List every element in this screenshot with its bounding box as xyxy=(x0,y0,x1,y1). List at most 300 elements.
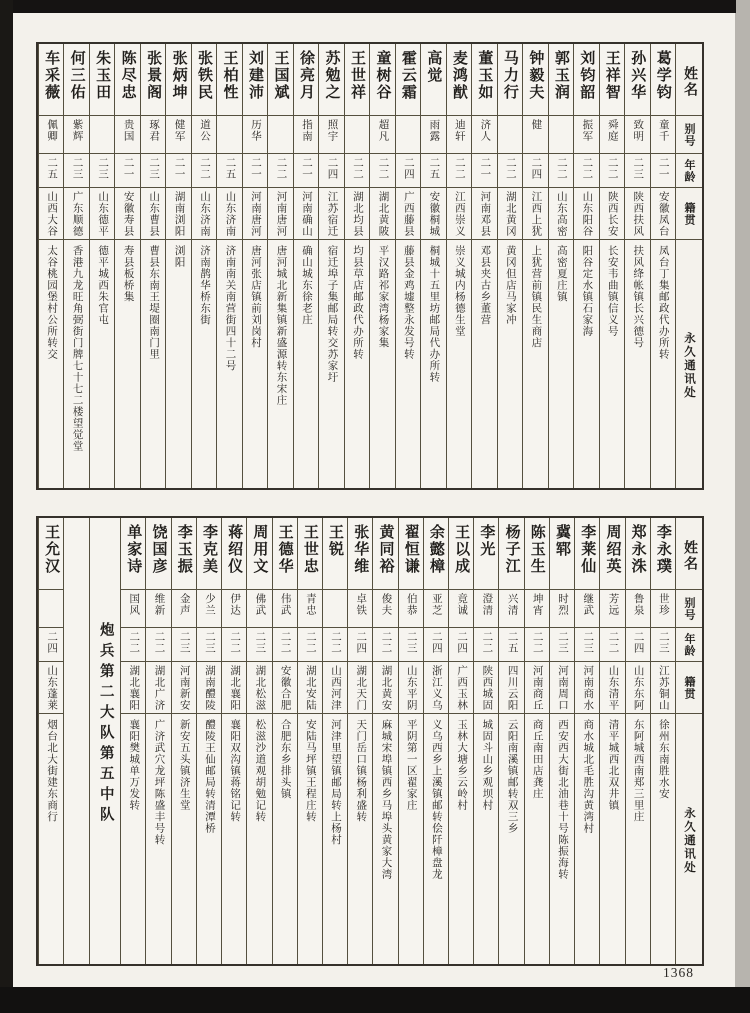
person-column xyxy=(38,44,63,488)
person-column xyxy=(297,518,322,964)
person-alias xyxy=(549,116,573,154)
person-name: 徐亮月 xyxy=(294,44,318,116)
person-age: 二一 xyxy=(115,154,139,188)
person-column xyxy=(242,44,267,488)
person-address: 义乌西乡上溪镇邮转侩阡樟盘龙 xyxy=(430,719,442,880)
person-name: 苏勉之 xyxy=(319,44,343,116)
header-origin-label: 籍贯 xyxy=(676,188,702,240)
person-column xyxy=(420,44,445,488)
person-address: 凤台丁集邮政代办所转 xyxy=(657,245,669,360)
person-alias xyxy=(323,590,347,628)
header-alias-label: 别号 xyxy=(676,590,702,628)
person-origin: 湖北安陆 xyxy=(298,662,322,714)
person-alias: 国风 xyxy=(121,590,145,628)
person-column xyxy=(574,518,599,964)
person-name: 霍云霜 xyxy=(396,44,420,116)
person-name: 李光 xyxy=(474,518,498,590)
person-column xyxy=(347,518,372,964)
person-address: 济南南关南营街四十二号 xyxy=(224,245,236,372)
person-address: 香港九龙旺角弼街门牌七十七二楼望觉堂 xyxy=(71,245,83,452)
person-address: 邓县夹古乡董营 xyxy=(479,245,491,326)
person-origin: 陕西城固 xyxy=(474,662,498,714)
person-origin: 山东阳谷 xyxy=(574,188,598,240)
header-name-label: 姓名 xyxy=(676,518,702,590)
person-address: 天门岳口镇杨利盛转 xyxy=(355,719,367,823)
person-origin: 广东顺德 xyxy=(64,188,88,240)
person-column xyxy=(344,44,369,488)
person-age: 二四 xyxy=(348,628,372,662)
person-name: 周绍英 xyxy=(600,518,624,590)
scan-artifact-left-bar xyxy=(0,0,13,1013)
person-name: 刘建沛 xyxy=(243,44,267,116)
person-origin: 河南新安 xyxy=(172,662,196,714)
person-alias: 澄清 xyxy=(474,590,498,628)
person-origin: 湖南醴陵 xyxy=(197,662,221,714)
person-alias: 健军 xyxy=(166,116,190,154)
person-alias: 继武 xyxy=(575,590,599,628)
person-age: 二四 xyxy=(319,154,343,188)
person-name: 车采薇 xyxy=(39,44,63,116)
person-column xyxy=(196,518,221,964)
person-name: 李莱仙 xyxy=(575,518,599,590)
person-name: 余懿樟 xyxy=(424,518,448,590)
person-age: 二一 xyxy=(243,154,267,188)
person-alias: 竟诚 xyxy=(449,590,473,628)
person-age: 二二 xyxy=(323,628,347,662)
person-name: 高觉 xyxy=(421,44,445,116)
person-address: 安陆马坪镇王程庄转 xyxy=(304,719,316,823)
person-column xyxy=(145,518,170,964)
person-column xyxy=(272,518,297,964)
person-origin: 江苏铜山 xyxy=(651,662,675,714)
person-alias xyxy=(217,116,241,154)
person-address: 云阳南溪镇邮转双三乡 xyxy=(506,719,518,834)
person-name: 李永璞 xyxy=(651,518,675,590)
person-alias: 指南 xyxy=(294,116,318,154)
person-age: 二四 xyxy=(424,628,448,662)
person-alias: 维新 xyxy=(146,590,170,628)
person-alias: 俊夫 xyxy=(373,590,397,628)
person-column xyxy=(293,44,318,488)
person-column xyxy=(599,44,624,488)
person-address: 扶风绛帐镇长兴德号 xyxy=(632,245,644,349)
person-name: 李克美 xyxy=(197,518,221,590)
person-age: 二四 xyxy=(449,628,473,662)
person-alias: 坤宵 xyxy=(525,590,549,628)
person-origin: 山东平阴 xyxy=(399,662,423,714)
person-name: 童树谷 xyxy=(370,44,394,116)
person-column xyxy=(395,44,420,488)
person-alias: 兴清 xyxy=(499,590,523,628)
person-name: 张华维 xyxy=(348,518,372,590)
person-age: 二四 xyxy=(523,154,547,188)
person-name: 单家诗 xyxy=(121,518,145,590)
person-origin: 山西大谷 xyxy=(39,188,63,240)
person-alias: 迪轩 xyxy=(447,116,471,154)
person-age: 二二 xyxy=(574,154,598,188)
person-alias xyxy=(396,116,420,154)
person-age: 二三 xyxy=(550,628,574,662)
person-address: 襄阳樊城单万发转 xyxy=(128,719,140,811)
person-origin: 湖北黄陂 xyxy=(370,188,394,240)
person-age: 二二 xyxy=(222,628,246,662)
person-column xyxy=(63,44,88,488)
person-column xyxy=(216,44,241,488)
person-name: 郑永洙 xyxy=(626,518,650,590)
person-origin: 河南商水 xyxy=(575,662,599,714)
person-origin: 广西藤县 xyxy=(396,188,420,240)
person-alias: 伯恭 xyxy=(399,590,423,628)
person-name: 王允汉 xyxy=(39,518,63,590)
person-name: 陈玉生 xyxy=(525,518,549,590)
person-column xyxy=(140,44,165,488)
person-name: 杨子江 xyxy=(499,518,523,590)
person-address: 城固斗山乡观坝村 xyxy=(481,719,493,811)
person-age: 二二 xyxy=(549,154,573,188)
person-alias: 历华 xyxy=(243,116,267,154)
scan-artifact-top-bar xyxy=(0,0,736,13)
person-age: 二三 xyxy=(90,154,114,188)
person-address: 浏阳 xyxy=(173,245,185,268)
person-alias: 健 xyxy=(523,116,547,154)
person-address: 曹县东南王堤圈南门里 xyxy=(148,245,160,360)
unit-label-column xyxy=(89,518,120,964)
person-origin: 安徽凤台 xyxy=(651,188,675,240)
person-column xyxy=(524,518,549,964)
person-name: 陈尽忠 xyxy=(115,44,139,116)
person-age: 二四 xyxy=(626,628,650,662)
person-origin: 湖北天门 xyxy=(348,662,372,714)
person-origin: 陕西扶风 xyxy=(625,188,649,240)
header-alias-label: 别号 xyxy=(676,116,702,154)
person-column xyxy=(573,44,598,488)
person-name: 郭玉润 xyxy=(549,44,573,116)
person-alias: 贵国 xyxy=(115,116,139,154)
person-age: 二一 xyxy=(472,154,496,188)
person-age: 二四 xyxy=(396,154,420,188)
person-column xyxy=(246,518,271,964)
person-name: 董玉如 xyxy=(472,44,496,116)
header-column xyxy=(675,518,702,964)
person-name: 王德华 xyxy=(273,518,297,590)
person-column xyxy=(318,44,343,488)
person-age: 二三 xyxy=(64,154,88,188)
person-column xyxy=(372,518,397,964)
person-alias: 时烈 xyxy=(550,590,574,628)
person-address: 广济武穴龙坪陈盛丰号转 xyxy=(153,719,165,846)
person-age: 二一 xyxy=(294,154,318,188)
person-alias: 金声 xyxy=(172,590,196,628)
person-alias: 青忠 xyxy=(298,590,322,628)
person-name: 马力行 xyxy=(498,44,522,116)
person-address: 新安五头镇济生堂 xyxy=(178,719,190,811)
person-column xyxy=(398,518,423,964)
person-origin: 山东清平 xyxy=(600,662,624,714)
person-origin: 山东东阿 xyxy=(626,662,650,714)
person-age: 二二 xyxy=(298,628,322,662)
person-origin: 河南邓县 xyxy=(472,188,496,240)
person-age: 二五 xyxy=(39,154,63,188)
person-column xyxy=(114,44,139,488)
page-edge-right xyxy=(735,0,750,990)
person-age: 二二 xyxy=(146,628,170,662)
person-origin: 陕西长安 xyxy=(600,188,624,240)
person-origin: 湖北均县 xyxy=(345,188,369,240)
person-address: 均县草店邮政代办所转 xyxy=(351,245,363,360)
person-address: 西安西大街北油巷十号陈振海转 xyxy=(557,719,569,880)
person-alias: 雨露 xyxy=(421,116,445,154)
person-age: 二二 xyxy=(474,628,498,662)
person-origin: 河南确山 xyxy=(294,188,318,240)
person-age: 二二 xyxy=(273,628,297,662)
person-address: 长安韦曲镇信义号 xyxy=(606,245,618,337)
person-origin: 河南唐河 xyxy=(268,188,292,240)
person-column xyxy=(549,518,574,964)
person-address: 襄阳双沟镇蒋铭记转 xyxy=(229,719,241,823)
person-origin: 四川云阳 xyxy=(499,662,523,714)
person-name: 蒋绍仪 xyxy=(222,518,246,590)
person-alias: 童千 xyxy=(651,116,675,154)
person-age: 二三 xyxy=(625,154,649,188)
person-alias xyxy=(268,116,292,154)
person-address: 藤县金鸡墟整永发号转 xyxy=(402,245,414,360)
person-origin: 湖南浏阳 xyxy=(166,188,190,240)
person-column xyxy=(120,518,145,964)
person-alias: 舜庭 xyxy=(600,116,624,154)
person-origin: 山东曹县 xyxy=(141,188,165,240)
person-alias: 芳远 xyxy=(600,590,624,628)
person-alias: 卓铁 xyxy=(348,590,372,628)
person-address: 德平城西朱官屯 xyxy=(97,245,109,326)
person-column xyxy=(650,44,675,488)
person-column xyxy=(471,44,496,488)
person-alias: 济人 xyxy=(472,116,496,154)
person-origin: 湖北襄阳 xyxy=(121,662,145,714)
person-address: 唐河张店镇前刘岗村 xyxy=(250,245,262,349)
person-origin: 江苏宿迁 xyxy=(319,188,343,240)
person-column xyxy=(171,518,196,964)
header-age-label: 年龄 xyxy=(676,154,702,188)
person-column xyxy=(624,44,649,488)
person-origin: 山东高密 xyxy=(549,188,573,240)
person-column xyxy=(650,518,675,964)
person-origin: 江西崇义 xyxy=(447,188,471,240)
person-age: 二三 xyxy=(197,628,221,662)
person-address: 商丘南田店龚庄 xyxy=(531,719,543,800)
person-origin: 山东蓬莱 xyxy=(39,662,63,714)
person-name: 王以成 xyxy=(449,518,473,590)
person-age: 二三 xyxy=(172,628,196,662)
roster-table-bottom xyxy=(36,516,704,966)
page-number: 1368 xyxy=(663,965,694,980)
person-alias: 道公 xyxy=(192,116,216,154)
person-name: 麦鸿猷 xyxy=(447,44,471,116)
person-alias: 少兰 xyxy=(197,590,221,628)
person-alias: 琢君 xyxy=(141,116,165,154)
person-name: 张炳坤 xyxy=(166,44,190,116)
roster-table-top xyxy=(36,42,704,490)
person-address: 太谷桃园堡村公所转交 xyxy=(46,245,58,360)
person-age: 二五 xyxy=(499,628,523,662)
blank-column xyxy=(63,518,89,964)
person-address: 松滋沙道观胡勉记转 xyxy=(254,719,266,823)
person-origin: 湖北黄冈 xyxy=(498,188,522,240)
person-column xyxy=(473,518,498,964)
person-age: 二二 xyxy=(121,628,145,662)
unit-label: 炮兵第二大队第五中队 xyxy=(97,622,114,827)
person-column xyxy=(522,44,547,488)
person-column xyxy=(165,44,190,488)
person-name: 刘钧韶 xyxy=(574,44,598,116)
person-alias: 伊达 xyxy=(222,590,246,628)
person-address: 清平城西北双井镇 xyxy=(607,719,619,811)
person-age: 二一 xyxy=(166,154,190,188)
person-address: 合肥东乡排头镇 xyxy=(279,719,291,800)
person-alias: 世珍 xyxy=(651,590,675,628)
person-column xyxy=(497,44,522,488)
person-origin: 河南周口 xyxy=(550,662,574,714)
person-name: 何三佑 xyxy=(64,44,88,116)
person-address: 平阴第一区翟家庄 xyxy=(405,719,417,811)
person-age: 二二 xyxy=(525,628,549,662)
person-age: 二五 xyxy=(217,154,241,188)
person-column xyxy=(599,518,624,964)
person-column xyxy=(267,44,292,488)
person-origin: 安徽寿县 xyxy=(115,188,139,240)
person-name: 钟毅夫 xyxy=(523,44,547,116)
person-origin: 浙江义乌 xyxy=(424,662,448,714)
person-origin: 山东济南 xyxy=(192,188,216,240)
person-column xyxy=(423,518,448,964)
header-age-label: 年龄 xyxy=(676,628,702,662)
person-address: 确山城东徐老庄 xyxy=(300,245,312,326)
header-column xyxy=(675,44,702,488)
person-column xyxy=(191,44,216,488)
scan-artifact-bottom-bar xyxy=(0,987,750,1013)
person-origin: 湖北襄阳 xyxy=(222,662,246,714)
person-age: 二一 xyxy=(651,154,675,188)
person-column xyxy=(369,44,394,488)
person-origin: 河南唐河 xyxy=(243,188,267,240)
person-address: 崇义城内杨德生堂 xyxy=(453,245,465,337)
person-column xyxy=(448,518,473,964)
person-address: 宿迁埠子集邮局转交苏家圩 xyxy=(326,245,338,383)
person-alias: 伟武 xyxy=(273,590,297,628)
person-address: 醴陵王仙邮局转清潭桥 xyxy=(203,719,215,834)
person-column xyxy=(221,518,246,964)
person-origin: 湖北黄安 xyxy=(373,662,397,714)
person-age: 二二 xyxy=(370,154,394,188)
person-address: 济南鹊华桥东街 xyxy=(199,245,211,326)
person-column xyxy=(498,518,523,964)
person-alias: 亚芝 xyxy=(424,590,448,628)
person-address: 烟台北大街建东商行 xyxy=(46,719,58,823)
person-age: 二二 xyxy=(498,154,522,188)
person-address: 黄冈但店马家冲 xyxy=(504,245,516,326)
person-name: 饶国彦 xyxy=(146,518,170,590)
person-column xyxy=(446,44,471,488)
person-address: 商水城北毛胜沟黄湾村 xyxy=(582,719,594,834)
person-address: 麻城宋埠镇西乡马埠头黄家大湾 xyxy=(380,719,392,880)
person-age: 二二 xyxy=(447,154,471,188)
person-alias: 振军 xyxy=(574,116,598,154)
person-name: 周用文 xyxy=(247,518,271,590)
person-age: 二四 xyxy=(39,628,63,662)
person-name: 王柏性 xyxy=(217,44,241,116)
person-address: 东阿城西南郑三里庄 xyxy=(632,719,644,823)
person-address: 河津里望镇邮局转上杨村 xyxy=(330,719,342,846)
person-address: 高密夏庄镇 xyxy=(555,245,567,303)
person-age: 二二 xyxy=(600,154,624,188)
person-address: 平汉路祁家湾杨家集 xyxy=(377,245,389,349)
person-origin: 山东济南 xyxy=(217,188,241,240)
person-age: 二三 xyxy=(399,628,423,662)
person-name: 王锐 xyxy=(323,518,347,590)
header-origin-label: 籍贯 xyxy=(676,662,702,714)
person-age: 二二 xyxy=(600,628,624,662)
person-origin: 江西上犹 xyxy=(523,188,547,240)
person-address: 寿县板桥集 xyxy=(122,245,134,303)
person-address: 桐城十五里坊邮局代办所转 xyxy=(428,245,440,383)
person-name: 张景阁 xyxy=(141,44,165,116)
header-name-label: 姓名 xyxy=(676,44,702,116)
person-alias: 超凡 xyxy=(370,116,394,154)
header-address-label: 永久通讯处 xyxy=(683,331,695,400)
person-name: 王国斌 xyxy=(268,44,292,116)
person-origin: 河南商丘 xyxy=(525,662,549,714)
person-address: 唐河城北新集镇新盛源转东宋庄 xyxy=(275,245,287,406)
person-alias: 致明 xyxy=(625,116,649,154)
person-age: 二三 xyxy=(575,628,599,662)
person-alias xyxy=(345,116,369,154)
person-alias xyxy=(39,590,63,628)
person-name: 朱玉田 xyxy=(90,44,114,116)
person-column xyxy=(38,518,63,964)
person-alias xyxy=(498,116,522,154)
person-origin: 山西河津 xyxy=(323,662,347,714)
header-address-label: 永久通讯处 xyxy=(683,806,695,875)
person-name: 王世忠 xyxy=(298,518,322,590)
person-name: 王世祥 xyxy=(345,44,369,116)
person-address: 阳谷定水镇石家海 xyxy=(581,245,593,337)
person-address: 上犹营前镇民生商店 xyxy=(530,245,542,349)
person-origin: 安徽桐城 xyxy=(421,188,445,240)
person-age: 二三 xyxy=(651,628,675,662)
person-age: 二二 xyxy=(373,628,397,662)
person-column xyxy=(548,44,573,488)
person-origin: 湖北松滋 xyxy=(247,662,271,714)
person-column xyxy=(89,44,114,488)
person-address: 玉林大塘乡云岭村 xyxy=(456,719,468,811)
person-address: 徐州东南胜水安 xyxy=(657,719,669,800)
person-age: 二二 xyxy=(345,154,369,188)
person-name: 葛学钧 xyxy=(651,44,675,116)
person-origin: 湖北广济 xyxy=(146,662,170,714)
person-origin: 山东德平 xyxy=(90,188,114,240)
person-name: 冀郓 xyxy=(550,518,574,590)
person-column xyxy=(322,518,347,964)
person-name: 翟恒谦 xyxy=(399,518,423,590)
person-column xyxy=(625,518,650,964)
person-name: 孙兴华 xyxy=(625,44,649,116)
person-age: 二二 xyxy=(192,154,216,188)
person-age: 二三 xyxy=(141,154,165,188)
person-alias: 佩卿 xyxy=(39,116,63,154)
person-age: 二三 xyxy=(247,628,271,662)
person-age: 二五 xyxy=(421,154,445,188)
person-name: 李玉振 xyxy=(172,518,196,590)
person-alias: 佛武 xyxy=(247,590,271,628)
